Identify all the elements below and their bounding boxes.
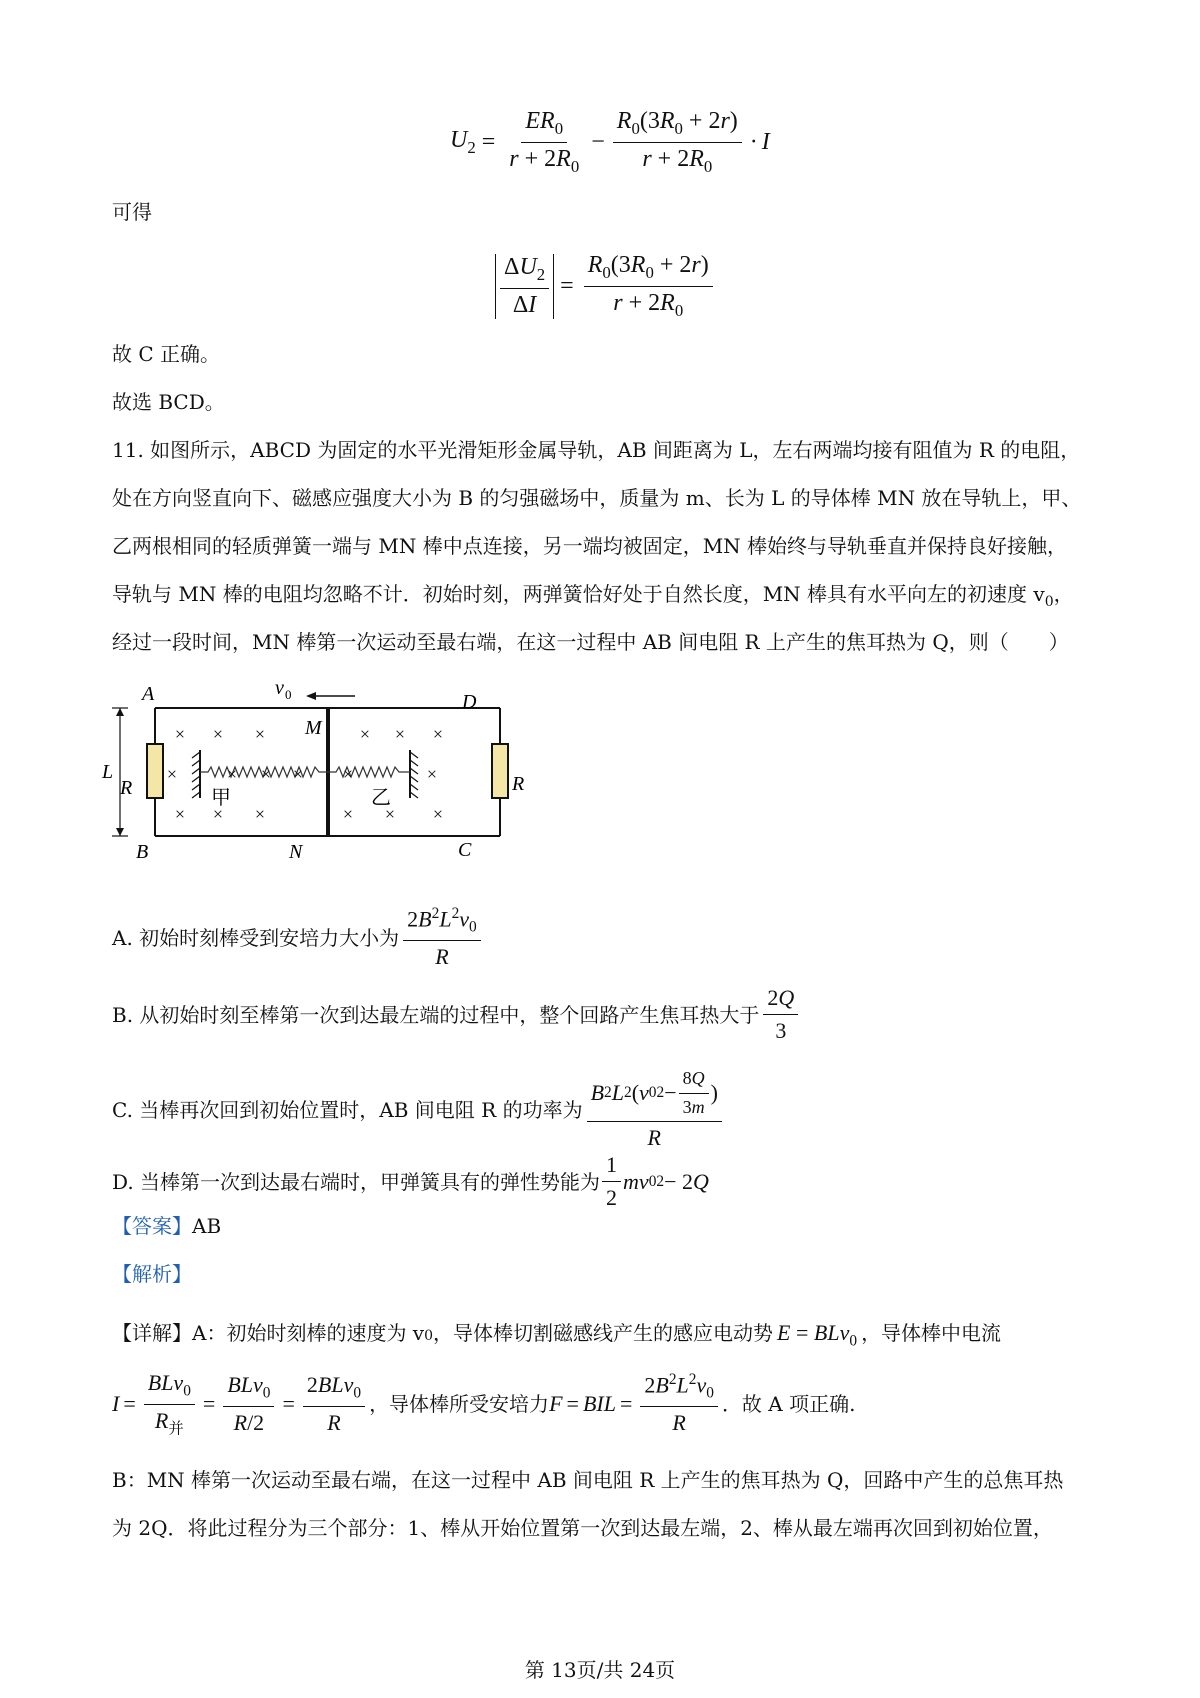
svg-text:×: × <box>166 764 178 784</box>
svg-text:×: × <box>292 764 304 784</box>
resistor-right <box>492 744 508 798</box>
label-l: L <box>102 761 114 783</box>
text-choose-bcd: 故选 BCD。 <box>112 390 225 414</box>
label-r-right: R <box>512 773 525 795</box>
answer-value: AB <box>192 1214 222 1238</box>
label-n: N <box>289 841 303 863</box>
question-stem-1: 如图所示，ABCD 为固定的水平光滑矩形金属导轨，AB 间距离为 L，左右两端均接有阻值为 R 的电阻， <box>150 438 1081 462</box>
option-b: B. 从初始时刻至棒第一次到达最左端的过程中，整个回路产生焦耳热大于 $\frac{2Q}{3}$ <box>112 985 802 1045</box>
spring-yi <box>328 767 410 777</box>
question-11-line-1 <box>112 438 1080 462</box>
question-number: 11. <box>112 438 144 462</box>
svg-text:×: × <box>174 804 186 824</box>
svg-text:×: × <box>342 764 354 784</box>
option-c-expr: B 2 L 2 ( v 0 2 − $\frac{8Q}{3m}$ ) R <box>587 1068 722 1152</box>
question-stem-5: 经过一段时间，MN 棒第一次运动至最右端，在这一过程中 AB 间电阻 R 上产生的焦耳热为 Q，则（ ） <box>112 630 1069 654</box>
equation-u2: $U_2$ = $\frac{ER_0}{r + 2R_0}$ − $\frac{R_0(3R_0 + 2r)}{r + 2R_0}$ · I <box>450 108 770 176</box>
option-b-expr: $\frac{2Q}{3}$ <box>763 985 798 1045</box>
svg-text:×: × <box>359 724 371 744</box>
option-d: D. 当棒第一次到达最右端时，甲弹簧具有的弹性势能为 $\frac{1}{2}$ mv 0 2 − 2 Q <box>112 1152 709 1211</box>
svg-text:×: × <box>226 764 238 784</box>
svg-text:×: × <box>174 724 186 744</box>
page-footer: 第 13页/共 24页 <box>524 1658 676 1682</box>
option-d-expr: $\frac{1}{2}$ mv 0 2 − 2 Q <box>600 1152 709 1212</box>
option-a-expr: $\frac{2B^2L^2v_0}{R}$ <box>403 905 481 971</box>
option-a: A. 初始时刻棒受到安培力大小为 $\frac{2B^2L^2v_0}{R}$ <box>112 905 485 971</box>
question-stem-2: 处在方向竖直向下、磁感应强度大小为 B 的匀强磁场中，质量为 m、长为 L 的导体棒 MN 放在导轨上，甲、 <box>112 486 1082 510</box>
detail-line-2: I = $\frac{BLv_0}{R_并}$ = $\frac{BLv_0}{R/2}$ = $\frac{2BLv_0}{R}$ ，导体棒所受安培力 F = BIL = $\frac{2B^2L^2v_0}{R}$ ．故 A 项正确. <box>112 1370 856 1438</box>
svg-text:×: × <box>342 804 354 824</box>
svg-text:×: × <box>254 724 266 744</box>
label-c: C <box>458 839 472 861</box>
text-c-correct: 故 C 正确。 <box>112 342 221 366</box>
svg-text:×: × <box>432 804 444 824</box>
svg-text:×: × <box>212 724 224 744</box>
text-kede: 可得 <box>112 200 152 224</box>
label-a: A <box>142 683 155 705</box>
svg-text:×: × <box>260 764 272 784</box>
answer-line <box>112 1214 221 1238</box>
circuit-figure <box>100 668 540 868</box>
detail-line-1: 【详解】 A：初始时刻棒的速度为 v 0 ，导体棒切割磁感线产生的感应电动势 E = BLv$_0$ ，导体棒中电流 <box>112 1320 1002 1350</box>
svg-text:×: × <box>254 804 266 824</box>
label-b: B <box>136 841 149 863</box>
question-stem-3: 乙两根相同的轻质弹簧一端与 MN 棒中点连接，另一端均被固定，MN 棒始终与导轨垂直并保持良好接触， <box>112 534 1068 558</box>
svg-text:×: × <box>432 724 444 744</box>
svg-text:×: × <box>384 804 396 824</box>
detail-b-line-1: B：MN 棒第一次运动至最右端，在这一过程中 AB 间电阻 R 上产生的焦耳热为 Q，回路中产生的总焦耳热 <box>112 1468 1064 1492</box>
label-r-left: R <box>120 777 133 799</box>
answer-label: 【答案】 <box>112 1214 192 1238</box>
equation-ratio: $\frac{\Delta U_2}{\Delta I}$ = $\frac{R_0(3R_0 + 2r)}{r + 2R_0}$ <box>495 252 717 321</box>
option-c: C. 当棒再次回到初始位置时，AB 间电阻 R 的功率为 B 2 L 2 ( v 0 2 − $\frac{8Q}{3m}$ ) R <box>112 1068 726 1152</box>
label-v: v <box>275 677 284 699</box>
svg-text:×: × <box>426 764 438 784</box>
detail-b-line-2: 为 2Q．将此过程分为三个部分：1、棒从开始位置第一次到达最左端，2、棒从最左端再次回到初始位置， <box>112 1516 1053 1540</box>
magnetic-field-crosses <box>167 724 443 824</box>
label-yi: 乙 <box>371 785 391 809</box>
svg-text:×: × <box>212 804 224 824</box>
label-v-sub: 0 <box>285 687 292 702</box>
analysis-label: 【解析】 <box>112 1262 192 1286</box>
label-d: D <box>462 691 477 713</box>
label-m: M <box>305 717 322 739</box>
question-stem-4: 导轨与 MN 棒的电阻均忽略不计．初始时刻，两弹簧恰好处于自然长度，MN 棒具有水平向左的初速度 $v_0$， <box>112 582 1074 610</box>
label-jia: 甲 <box>211 785 231 809</box>
svg-text:×: × <box>394 724 406 744</box>
resistor-left <box>147 744 163 798</box>
